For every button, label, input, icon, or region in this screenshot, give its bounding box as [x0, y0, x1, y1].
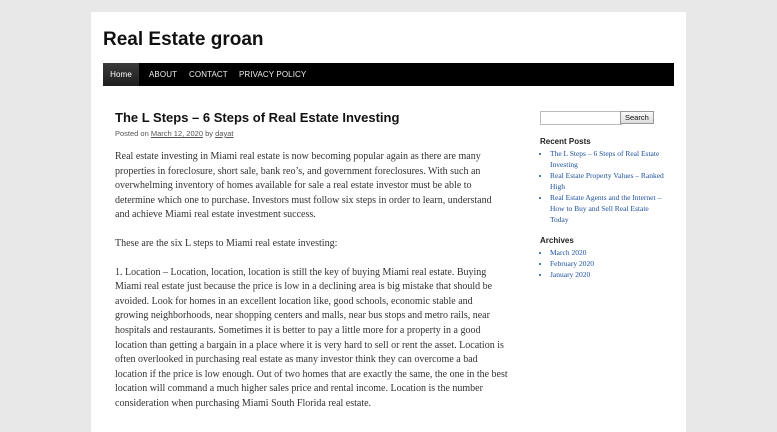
post-meta [115, 129, 233, 138]
recent-posts-list [540, 148, 668, 225]
post-author-link[interactable]: dayat [215, 129, 234, 138]
list-item [550, 192, 668, 225]
nav-item-contact[interactable]: CONTACT [189, 70, 228, 79]
list-item [550, 269, 668, 280]
archive-link[interactable]: January 2020 [550, 270, 591, 279]
post-meta-prefix: Posted on [115, 129, 149, 138]
nav-item-about[interactable]: ABOUT [149, 70, 178, 79]
recent-post-link[interactable]: Real Estate Property Values – Ranked High [550, 171, 664, 191]
recent-post-link[interactable]: Real Estate Agents and the Internet – How to Buy and Sell Real Estate Today [550, 193, 662, 224]
post-paragraph: 1. Location – Location, location, location is still the key of buying Miami real estate. Buying Miami real estate just because the price is low in a declining area is big mistake that should be avoided. Look for homes in an excellent location like, good schools, economic stable and growing neighborhoods, near shopping centers and malls, near bus stops and metro rails, near hospitals and restaurants. Sometimes it is better to pay a little more for a property in a good location than getting a bargain in a place where it is very hard to sell or rent the asset. Location is often overlooked in purchasing real estate as many investor think they can overcome a bad location if the price is low enough. Out of two homes that are exactly the same, the one in the best location will command a much higher sales price and rental income. Location is the number consideration when purchasing Miami South Florida real estate. [115, 266, 508, 409]
post-date-link[interactable]: March 12, 2020 [150, 129, 203, 138]
archive-link[interactable]: March 2020 [550, 248, 587, 257]
recent-posts-title: Recent Posts [540, 137, 591, 146]
page-container [91, 12, 686, 432]
nav-item-privacy-policy[interactable]: PRIVACY POLICY [239, 70, 307, 79]
search-button[interactable]: Search [620, 111, 654, 124]
post-paragraph: Real estate investing in Miami real estate is now becoming popular again as there are many properties in foreclosure, short sale, bank reo’s, and government foreclosures. With such an overwhelming inventory of homes available for sale a real estate investor must be able to determine which one to purchase. Investors must follow six steps in order to learn, understand and achieve Miami real estate investment success. [115, 151, 492, 221]
post-title[interactable]: The L Steps – 6 Steps of Real Estate Investing [115, 110, 400, 125]
list-item [550, 247, 668, 258]
archives-title: Archives [540, 236, 574, 245]
search-input[interactable] [540, 111, 622, 125]
post-meta-by: by [205, 129, 214, 138]
post-paragraph: These are the six L steps to Miami real estate investing: [115, 237, 338, 249]
post-content [115, 150, 508, 426]
archive-link[interactable]: February 2020 [550, 259, 594, 268]
list-item [550, 258, 668, 269]
site-title[interactable]: Real Estate groan [103, 29, 264, 50]
main-navigation [103, 63, 674, 86]
nav-item-home[interactable]: Home [103, 63, 139, 86]
archives-list [540, 247, 668, 280]
list-item [550, 170, 668, 192]
list-item [550, 148, 668, 170]
recent-post-link[interactable]: The L Steps – 6 Steps of Real Estate Investing [550, 149, 660, 169]
